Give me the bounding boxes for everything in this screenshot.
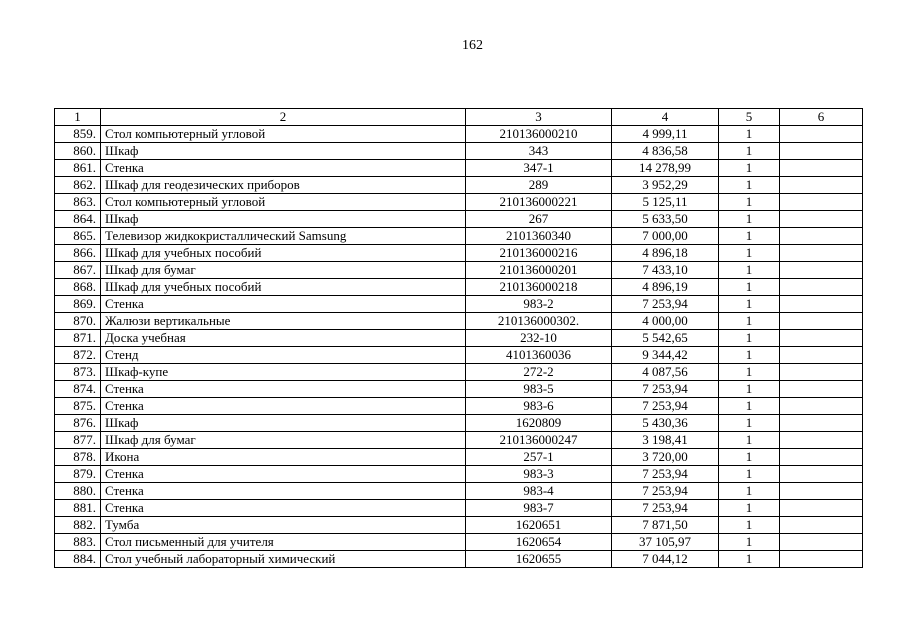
inventory-number-cell: 983-5 — [466, 381, 612, 398]
row-number-cell: 860. — [55, 143, 101, 160]
page-number: 162 — [462, 38, 483, 53]
row-number-cell: 859. — [55, 126, 101, 143]
inventory-number-cell: 983-3 — [466, 466, 612, 483]
note-cell — [780, 364, 863, 381]
inventory-number-cell: 272-2 — [466, 364, 612, 381]
cost-cell: 4 836,58 — [612, 143, 719, 160]
row-number-cell: 874. — [55, 381, 101, 398]
quantity-cell: 1 — [719, 160, 780, 177]
note-cell — [780, 415, 863, 432]
table-row — [55, 449, 863, 466]
note-cell — [780, 126, 863, 143]
note-cell — [780, 466, 863, 483]
quantity-cell: 1 — [719, 330, 780, 347]
quantity-cell: 1 — [719, 551, 780, 568]
cost-cell: 9 344,42 — [612, 347, 719, 364]
table-row — [55, 347, 863, 364]
inventory-number-cell: 1620651 — [466, 517, 612, 534]
note-cell — [780, 313, 863, 330]
column-header-5: 5 — [719, 109, 780, 126]
row-number-cell: 861. — [55, 160, 101, 177]
note-cell — [780, 160, 863, 177]
cost-cell: 3 198,41 — [612, 432, 719, 449]
cost-cell: 3 720,00 — [612, 449, 719, 466]
table-row — [55, 534, 863, 551]
note-cell — [780, 517, 863, 534]
cost-cell: 7 433,10 — [612, 262, 719, 279]
quantity-cell: 1 — [719, 517, 780, 534]
quantity-cell: 1 — [719, 432, 780, 449]
row-number-cell: 880. — [55, 483, 101, 500]
table-row — [55, 296, 863, 313]
quantity-cell: 1 — [719, 364, 780, 381]
table-row — [55, 143, 863, 160]
table-row — [55, 330, 863, 347]
quantity-cell: 1 — [719, 279, 780, 296]
inventory-number-cell: 347-1 — [466, 160, 612, 177]
item-name-cell: Телевизор жидкокристаллический Samsung — [101, 228, 466, 245]
row-number-cell: 872. — [55, 347, 101, 364]
inventory-number-cell: 289 — [466, 177, 612, 194]
quantity-cell: 1 — [719, 143, 780, 160]
note-cell — [780, 296, 863, 313]
quantity-cell: 1 — [719, 500, 780, 517]
column-header-4: 4 — [612, 109, 719, 126]
row-number-cell: 876. — [55, 415, 101, 432]
cost-cell: 5 633,50 — [612, 211, 719, 228]
cost-cell: 5 125,11 — [612, 194, 719, 211]
item-name-cell: Шкаф для геодезических приборов — [101, 177, 466, 194]
row-number-cell: 863. — [55, 194, 101, 211]
cost-cell: 5 430,36 — [612, 415, 719, 432]
inventory-number-cell: 210136000302. — [466, 313, 612, 330]
note-cell — [780, 330, 863, 347]
item-name-cell: Стол компьютерный угловой — [101, 194, 466, 211]
cost-cell: 3 952,29 — [612, 177, 719, 194]
quantity-cell: 1 — [719, 296, 780, 313]
item-name-cell: Шкаф для учебных пособий — [101, 279, 466, 296]
note-cell — [780, 432, 863, 449]
cost-cell: 4 999,11 — [612, 126, 719, 143]
row-number-cell: 879. — [55, 466, 101, 483]
row-number-cell: 870. — [55, 313, 101, 330]
item-name-cell: Стол письменный для учителя — [101, 534, 466, 551]
row-number-cell: 873. — [55, 364, 101, 381]
note-cell — [780, 177, 863, 194]
quantity-cell: 1 — [719, 177, 780, 194]
item-name-cell: Стенка — [101, 296, 466, 313]
inventory-number-cell: 232-10 — [466, 330, 612, 347]
inventory-number-cell: 210136000210 — [466, 126, 612, 143]
inventory-number-cell: 210136000216 — [466, 245, 612, 262]
row-number-cell: 869. — [55, 296, 101, 313]
inventory-number-cell: 257-1 — [466, 449, 612, 466]
row-number-cell: 862. — [55, 177, 101, 194]
row-number-cell: 871. — [55, 330, 101, 347]
inventory-number-cell: 983-4 — [466, 483, 612, 500]
row-number-cell: 881. — [55, 500, 101, 517]
note-cell — [780, 398, 863, 415]
quantity-cell: 1 — [719, 534, 780, 551]
table-row — [55, 228, 863, 245]
quantity-cell: 1 — [719, 483, 780, 500]
item-name-cell: Шкаф для бумаг — [101, 432, 466, 449]
row-number-cell: 884. — [55, 551, 101, 568]
note-cell — [780, 262, 863, 279]
column-header-3: 3 — [466, 109, 612, 126]
quantity-cell: 1 — [719, 126, 780, 143]
note-cell — [780, 449, 863, 466]
note-cell — [780, 194, 863, 211]
inventory-number-cell: 210136000201 — [466, 262, 612, 279]
table-row — [55, 262, 863, 279]
cost-cell: 7 253,94 — [612, 466, 719, 483]
quantity-cell: 1 — [719, 381, 780, 398]
inventory-number-cell: 983-2 — [466, 296, 612, 313]
quantity-cell: 1 — [719, 466, 780, 483]
inventory-number-cell: 4101360036 — [466, 347, 612, 364]
item-name-cell: Тумба — [101, 517, 466, 534]
table-row — [55, 313, 863, 330]
row-number-cell: 867. — [55, 262, 101, 279]
table-row — [55, 415, 863, 432]
table-row — [55, 466, 863, 483]
note-cell — [780, 534, 863, 551]
table-row — [55, 177, 863, 194]
row-number-cell: 865. — [55, 228, 101, 245]
table-row — [55, 194, 863, 211]
column-header-6: 6 — [780, 109, 863, 126]
cost-cell: 4 087,56 — [612, 364, 719, 381]
quantity-cell: 1 — [719, 415, 780, 432]
row-number-cell: 878. — [55, 449, 101, 466]
cost-cell: 7 871,50 — [612, 517, 719, 534]
item-name-cell: Икона — [101, 449, 466, 466]
row-number-cell: 866. — [55, 245, 101, 262]
table-row — [55, 245, 863, 262]
inventory-table — [54, 108, 863, 568]
item-name-cell: Жалюзи вертикальные — [101, 313, 466, 330]
quantity-cell: 1 — [719, 449, 780, 466]
cost-cell: 7 253,94 — [612, 483, 719, 500]
note-cell — [780, 381, 863, 398]
note-cell — [780, 228, 863, 245]
cost-cell: 4 896,19 — [612, 279, 719, 296]
table-row — [55, 517, 863, 534]
table-row — [55, 483, 863, 500]
note-cell — [780, 143, 863, 160]
table-row — [55, 381, 863, 398]
quantity-cell: 1 — [719, 262, 780, 279]
inventory-number-cell: 343 — [466, 143, 612, 160]
item-name-cell: Шкаф — [101, 415, 466, 432]
row-number-cell: 882. — [55, 517, 101, 534]
quantity-cell: 1 — [719, 313, 780, 330]
column-header-1: 1 — [55, 109, 101, 126]
inventory-number-cell: 1620809 — [466, 415, 612, 432]
table-row — [55, 160, 863, 177]
note-cell — [780, 347, 863, 364]
item-name-cell: Шкаф для учебных пособий — [101, 245, 466, 262]
table-row — [55, 126, 863, 143]
cost-cell: 7 253,94 — [612, 500, 719, 517]
quantity-cell: 1 — [719, 194, 780, 211]
table-row — [55, 279, 863, 296]
item-name-cell: Стенка — [101, 483, 466, 500]
cost-cell: 7 044,12 — [612, 551, 719, 568]
table-row — [55, 398, 863, 415]
inventory-number-cell: 983-6 — [466, 398, 612, 415]
table-header-row — [55, 109, 863, 126]
inventory-number-cell: 983-7 — [466, 500, 612, 517]
item-name-cell: Стенка — [101, 398, 466, 415]
row-number-cell: 875. — [55, 398, 101, 415]
item-name-cell: Доска учебная — [101, 330, 466, 347]
item-name-cell: Стенка — [101, 160, 466, 177]
item-name-cell: Стенд — [101, 347, 466, 364]
cost-cell: 14 278,99 — [612, 160, 719, 177]
cost-cell: 7 253,94 — [612, 398, 719, 415]
table-row — [55, 500, 863, 517]
inventory-number-cell: 1620655 — [466, 551, 612, 568]
item-name-cell: Стенка — [101, 381, 466, 398]
inventory-number-cell: 1620654 — [466, 534, 612, 551]
cost-cell: 4 000,00 — [612, 313, 719, 330]
row-number-cell: 868. — [55, 279, 101, 296]
item-name-cell: Стол компьютерный угловой — [101, 126, 466, 143]
item-name-cell: Шкаф для бумаг — [101, 262, 466, 279]
quantity-cell: 1 — [719, 347, 780, 364]
table-row — [55, 211, 863, 228]
row-number-cell: 877. — [55, 432, 101, 449]
table-row — [55, 551, 863, 568]
quantity-cell: 1 — [719, 245, 780, 262]
inventory-number-cell: 210136000247 — [466, 432, 612, 449]
row-number-cell: 883. — [55, 534, 101, 551]
cost-cell: 37 105,97 — [612, 534, 719, 551]
cost-cell: 5 542,65 — [612, 330, 719, 347]
quantity-cell: 1 — [719, 211, 780, 228]
cost-cell: 7 000,00 — [612, 228, 719, 245]
note-cell — [780, 483, 863, 500]
inventory-number-cell: 210136000218 — [466, 279, 612, 296]
table-row — [55, 364, 863, 381]
column-header-2: 2 — [101, 109, 466, 126]
row-number-cell: 864. — [55, 211, 101, 228]
item-name-cell: Стол учебный лабораторный химический — [101, 551, 466, 568]
inventory-number-cell: 267 — [466, 211, 612, 228]
item-name-cell: Шкаф — [101, 143, 466, 160]
note-cell — [780, 245, 863, 262]
note-cell — [780, 500, 863, 517]
item-name-cell: Стенка — [101, 466, 466, 483]
note-cell — [780, 279, 863, 296]
item-name-cell: Шкаф — [101, 211, 466, 228]
cost-cell: 7 253,94 — [612, 381, 719, 398]
cost-cell: 7 253,94 — [612, 296, 719, 313]
quantity-cell: 1 — [719, 398, 780, 415]
inventory-number-cell: 210136000221 — [466, 194, 612, 211]
inventory-number-cell: 2101360340 — [466, 228, 612, 245]
note-cell — [780, 211, 863, 228]
item-name-cell: Шкаф-купе — [101, 364, 466, 381]
table-row — [55, 432, 863, 449]
item-name-cell: Стенка — [101, 500, 466, 517]
quantity-cell: 1 — [719, 228, 780, 245]
note-cell — [780, 551, 863, 568]
cost-cell: 4 896,18 — [612, 245, 719, 262]
